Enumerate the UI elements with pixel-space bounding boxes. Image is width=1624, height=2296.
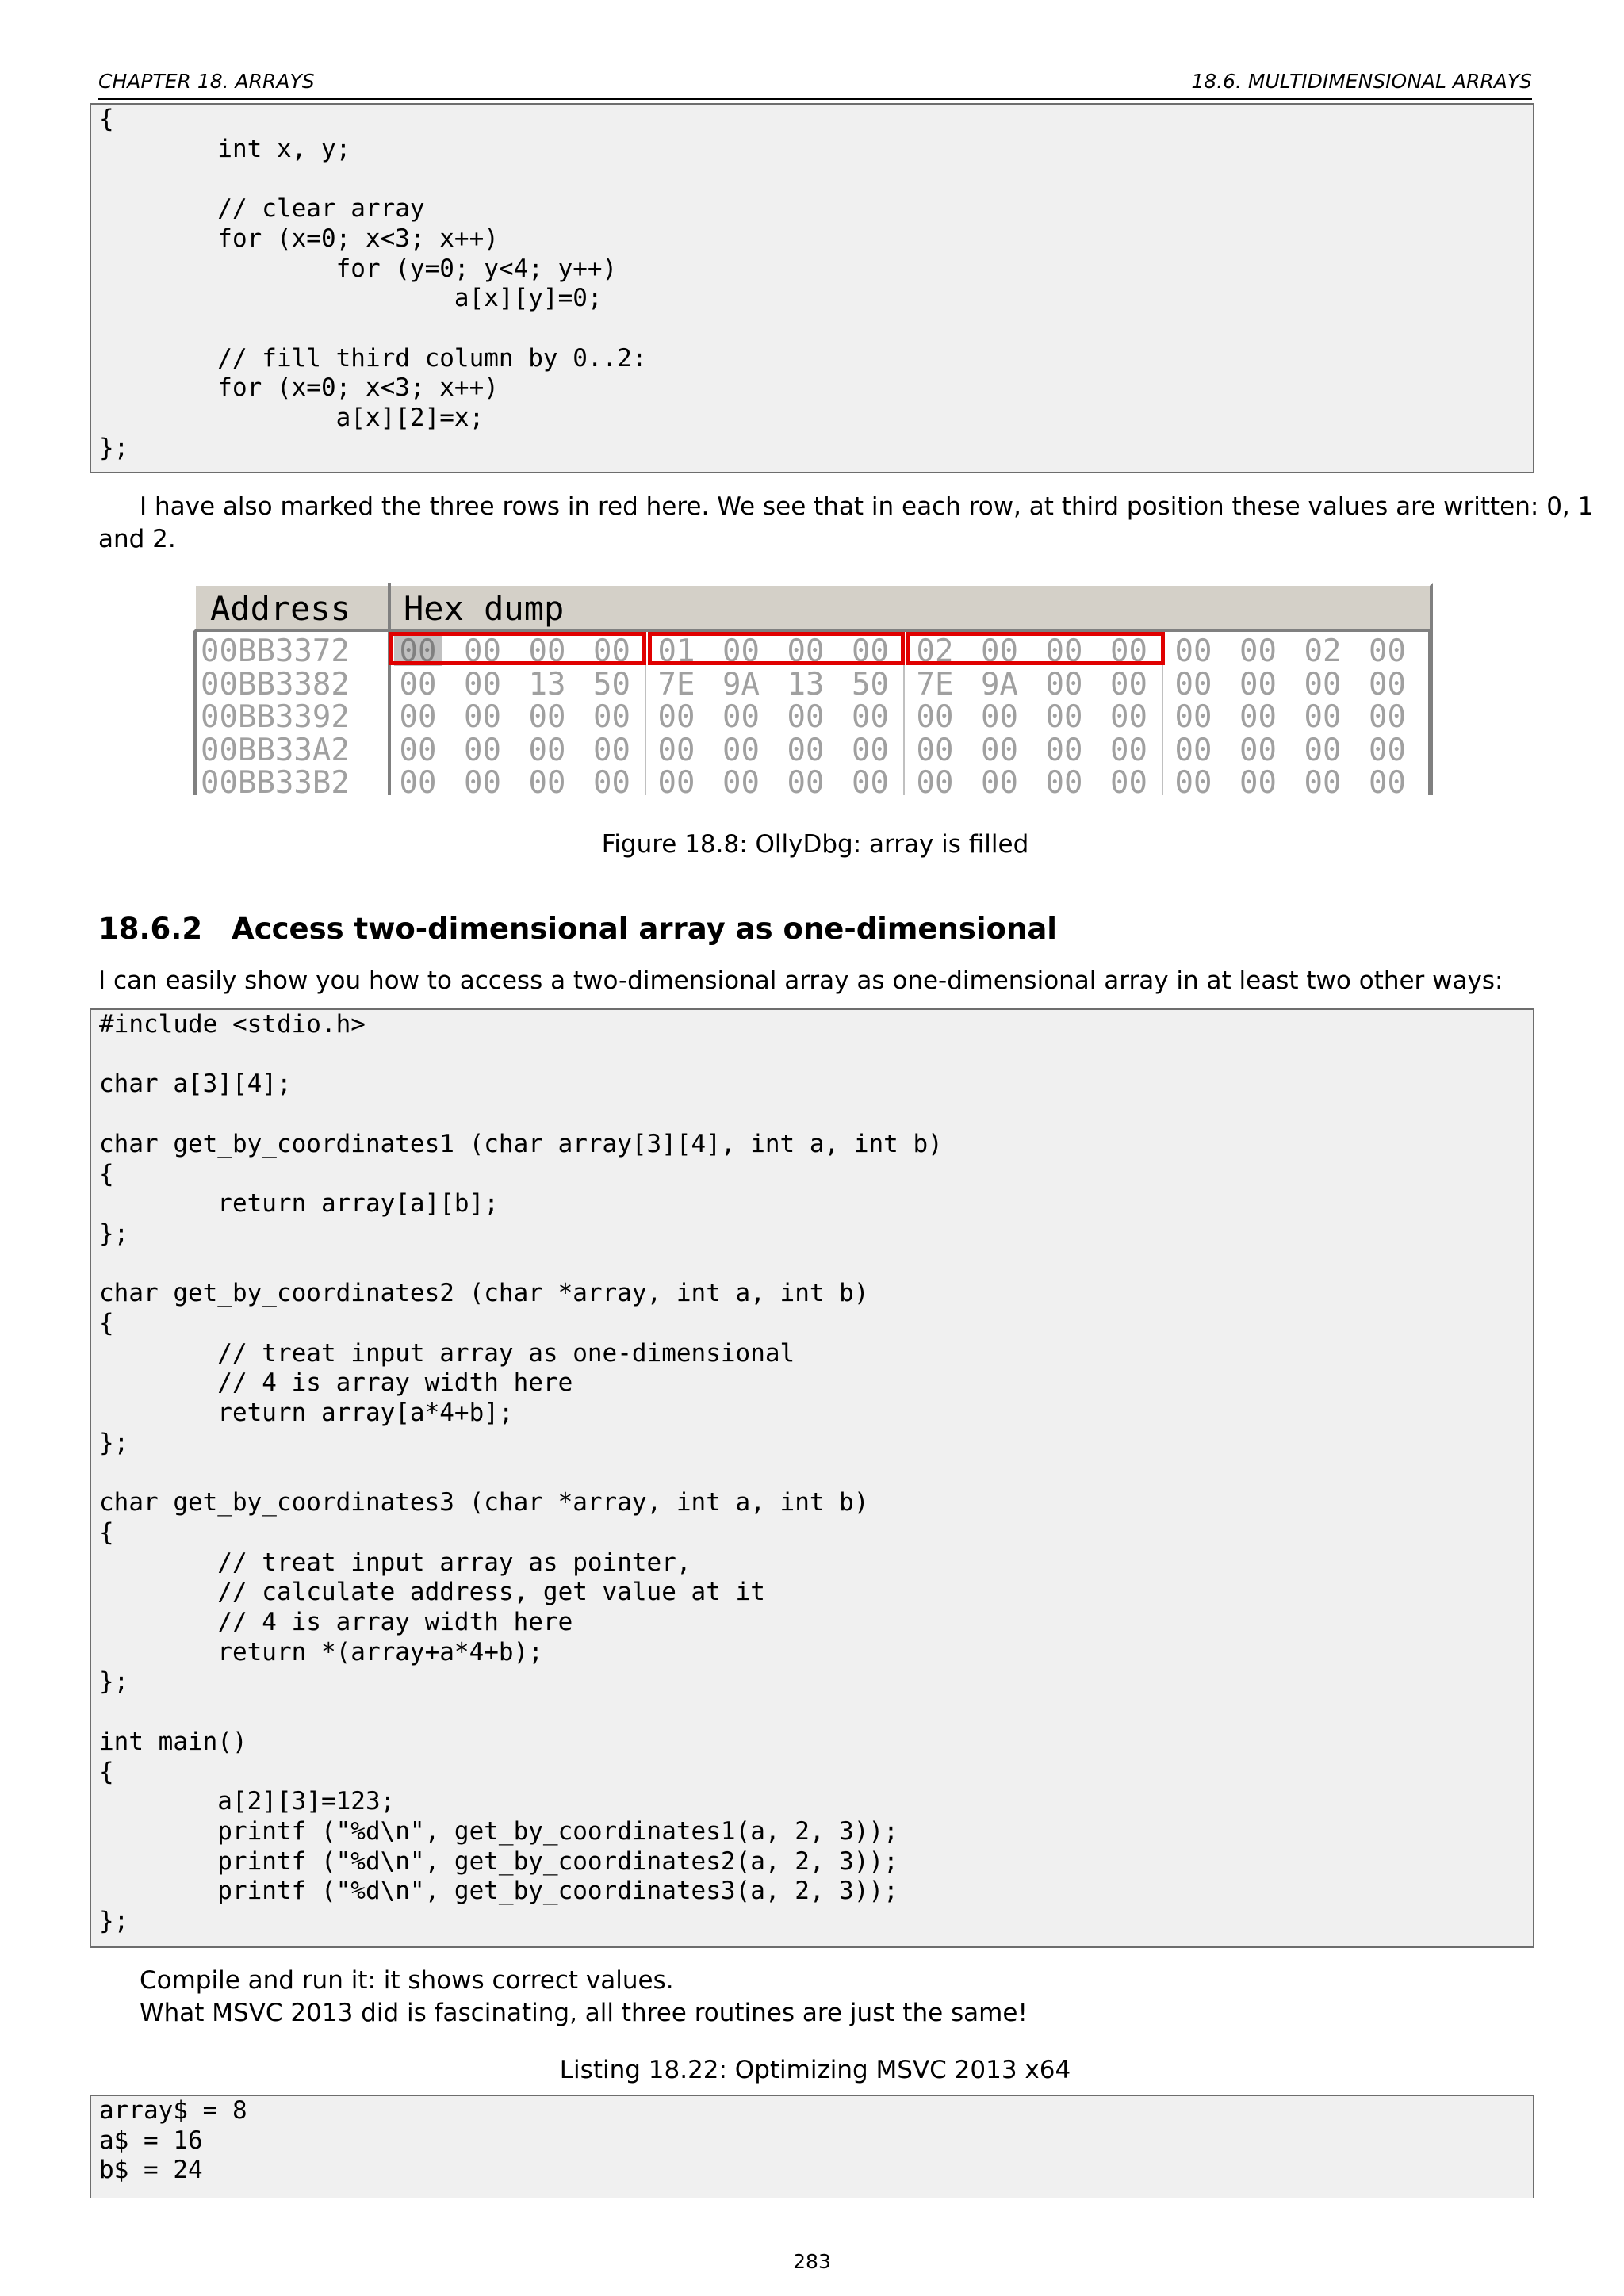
dump-address: 00BB33B2 — [201, 765, 350, 801]
dump-byte: 00 — [657, 765, 695, 801]
dump-byte: 13 — [528, 666, 566, 702]
dump-byte: 00 — [1045, 633, 1083, 669]
dump-byte: 00 — [852, 633, 889, 669]
dump-byte: 00 — [528, 699, 566, 735]
dump-byte: 00 — [1045, 699, 1083, 735]
dump-byte: 00 — [1174, 633, 1212, 669]
dump-byte: 00 — [1045, 765, 1083, 801]
dump-byte: 00 — [1369, 765, 1406, 801]
ollydbg-hex-dump-figure — [193, 583, 1433, 801]
dump-byte: 00 — [981, 732, 1018, 768]
code-block-get-by-coordinates — [90, 1008, 1534, 1948]
paragraph-compile — [98, 1965, 1532, 2030]
dump-byte: 00 — [464, 633, 501, 669]
dump-byte: 50 — [852, 666, 889, 702]
dump-byte: 02 — [916, 633, 954, 669]
dump-byte: 00 — [464, 732, 501, 768]
dump-byte: 00 — [394, 633, 442, 666]
dump-byte: 00 — [787, 633, 825, 669]
dump-byte: 00 — [1174, 732, 1212, 768]
dump-byte: 00 — [399, 765, 437, 801]
dump-byte: 00 — [593, 732, 630, 768]
dump-byte: 00 — [916, 732, 954, 768]
dump-byte: 00 — [1239, 765, 1277, 801]
dump-byte: 00 — [722, 732, 760, 768]
section-title: Access two-dimensional array as one-dimensional — [232, 912, 1057, 946]
dump-byte: 00 — [528, 633, 566, 669]
dump-byte: 9A — [981, 666, 1018, 702]
red-highlight-box — [389, 632, 646, 669]
figure-caption: Figure 18.8: OllyDbg: array is filled — [601, 830, 1029, 859]
dump-byte: 7E — [657, 666, 695, 702]
dump-address: 00BB3392 — [201, 699, 350, 735]
dump-address: 00BB33A2 — [201, 732, 350, 768]
dump-byte: 00 — [1239, 732, 1277, 768]
header-chapter: CHAPTER 18. ARRAYS — [98, 70, 315, 93]
dump-byte: 00 — [657, 732, 695, 768]
running-header — [98, 70, 1532, 100]
code-block-msvc-listing — [90, 2095, 1534, 2198]
page-number: 283 — [793, 2250, 831, 2273]
dump-byte: 00 — [464, 666, 501, 702]
paragraph-line: I have also marked the three rows in red here. We see that in each row, at third position these values are written: 0, 1 — [140, 492, 1594, 521]
dump-byte: 00 — [722, 633, 760, 669]
dump-byte: 00 — [593, 765, 630, 801]
column-header-address: Address — [210, 589, 351, 628]
dump-byte: 00 — [1369, 699, 1406, 735]
section-number: 18.6.2 — [98, 912, 203, 946]
dump-byte: 9A — [722, 666, 760, 702]
dump-byte: 00 — [1304, 765, 1342, 801]
dump-byte: 7E — [916, 666, 954, 702]
dump-byte: 00 — [528, 765, 566, 801]
dump-byte: 00 — [1239, 633, 1277, 669]
dump-byte: 00 — [916, 699, 954, 735]
paragraph-line: and 2. — [98, 525, 176, 553]
dump-byte: 00 — [787, 699, 825, 735]
dump-byte: 00 — [1369, 633, 1406, 669]
dump-right-edge — [1428, 632, 1433, 795]
dump-left-edge — [193, 632, 197, 795]
code-block-fill-array — [90, 103, 1534, 473]
dump-byte: 00 — [528, 732, 566, 768]
dump-byte: 00 — [787, 732, 825, 768]
dump-address: 00BB3382 — [201, 666, 350, 702]
dump-address: 00BB3372 — [201, 633, 350, 669]
dump-byte: 00 — [1045, 666, 1083, 702]
dump-byte: 00 — [722, 699, 760, 735]
red-highlight-box — [648, 632, 905, 669]
dump-byte: 00 — [593, 633, 630, 669]
dump-byte: 00 — [981, 633, 1018, 669]
dump-byte: 00 — [1239, 666, 1277, 702]
dump-byte: 00 — [1174, 666, 1212, 702]
header-column-separator — [388, 583, 391, 632]
paragraph-line: Compile and run it: it shows correct values. — [140, 1966, 674, 1995]
dump-header-bar — [193, 583, 1433, 632]
red-highlight-box — [906, 632, 1165, 669]
dump-byte: 00 — [399, 666, 437, 702]
listing-caption: Listing 18.22: Optimizing MSVC 2013 x64 — [559, 2056, 1071, 2084]
dump-byte: 00 — [1110, 765, 1147, 801]
dump-byte: 00 — [1174, 699, 1212, 735]
dump-byte: 50 — [593, 666, 630, 702]
paragraph-line: I can easily show you how to access a two-dimensional array as one-dimensional array in at least two other ways: — [98, 966, 1503, 995]
code-text: array$ = 8 a$ = 16 b$ = 24 — [99, 2096, 247, 2185]
dump-byte: 00 — [916, 765, 954, 801]
dump-byte: 02 — [1304, 633, 1342, 669]
dump-byte: 00 — [1304, 732, 1342, 768]
dump-byte: 00 — [1239, 699, 1277, 735]
header-section: 18.6. MULTIDIMENSIONAL ARRAYS — [1191, 70, 1532, 93]
dump-byte: 00 — [1304, 699, 1342, 735]
dump-byte: 00 — [1110, 633, 1147, 669]
dump-byte: 00 — [852, 732, 889, 768]
dump-byte: 00 — [1110, 666, 1147, 702]
code-text: { int x, y; // clear array for (x=0; x<3; x++) for (y=0; y<4; y++) a[x][y]=0; // fill third column by 0..2: for (x=0; x<3; x++) a[x][2]=x; }; — [99, 105, 647, 462]
dump-byte: 00 — [787, 765, 825, 801]
dump-byte: 00 — [399, 732, 437, 768]
dump-byte: 00 — [1369, 732, 1406, 768]
dump-byte: 00 — [981, 699, 1018, 735]
dump-byte: 00 — [1174, 765, 1212, 801]
dump-byte: 00 — [1045, 732, 1083, 768]
paragraph-intro — [98, 965, 1532, 997]
dump-byte: 01 — [657, 633, 695, 669]
column-header-hex-dump: Hex dump — [404, 589, 565, 628]
dump-byte: 00 — [1369, 666, 1406, 702]
dump-byte: 00 — [657, 699, 695, 735]
paragraph-red-rows — [98, 491, 1594, 556]
dump-byte: 00 — [593, 699, 630, 735]
dump-byte: 00 — [399, 699, 437, 735]
code-text: #include <stdio.h> char a[3][4]; char get_by_coordinates1 (char array[3][4], int a, int b) { return array[a][b]; }; char get_by_coordinates2 (char *array, int a, int b) { // treat input array as one-dimensional // 4 is array width here return array[a*4+b]; }; char get_by_coordinates3 (char *array, int a, int b) { // treat input array as pointer, // calculate address, get value at it // 4 is array width here return *(array+a*4+b); }; int main() { a[2][3]=123; printf ("%d\n", get_by_coordinates1(a, 2, 3)); printf ("%d\n", get_by_coordinates2(a, 2, 3)); printf ("%d\n", get_by_coordinates3(a, 2, 3)); }; — [99, 1010, 943, 1936]
dump-byte: 00 — [1304, 666, 1342, 702]
paragraph-line: What MSVC 2013 did is fascinating, all three routines are just the same! — [140, 1999, 1028, 2027]
dump-byte: 00 — [1110, 699, 1147, 735]
dump-byte: 00 — [464, 765, 501, 801]
dump-byte: 00 — [1110, 732, 1147, 768]
section-heading — [98, 912, 1057, 946]
dump-byte: 00 — [852, 765, 889, 801]
dump-byte: 00 — [852, 699, 889, 735]
dump-byte: 00 — [981, 765, 1018, 801]
dump-byte: 13 — [787, 666, 825, 702]
dump-byte: 00 — [722, 765, 760, 801]
dump-byte: 00 — [464, 699, 501, 735]
